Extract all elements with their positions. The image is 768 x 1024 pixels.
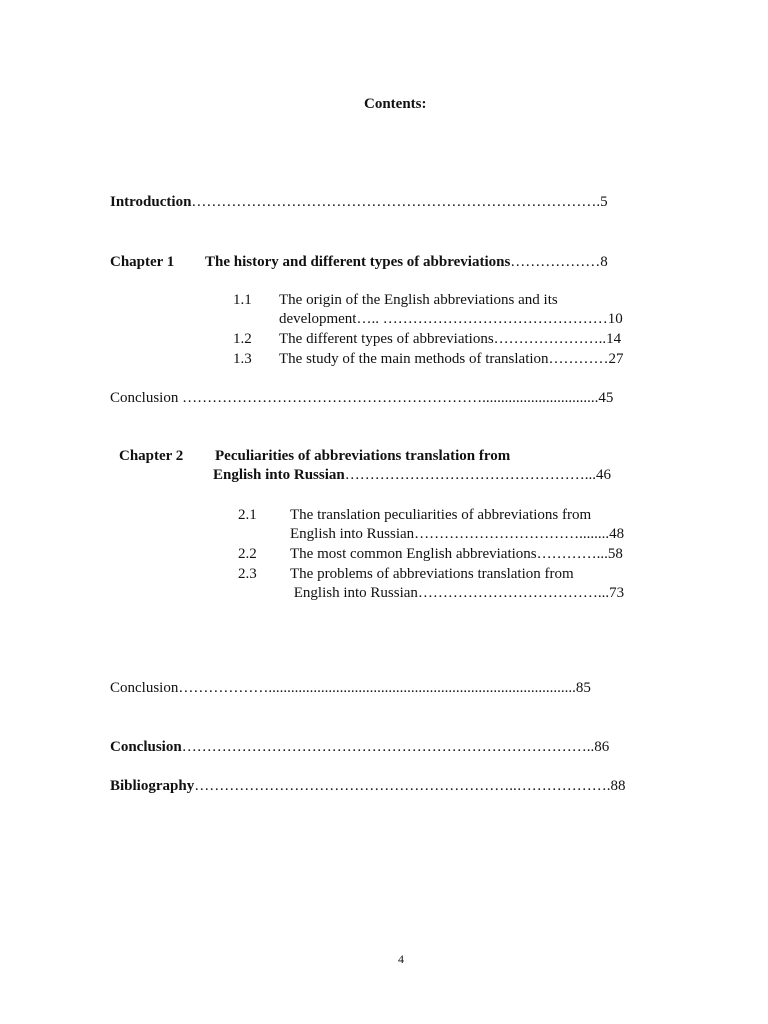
section-number: 1.2 — [233, 331, 252, 347]
toc-page-number: 8 — [600, 254, 608, 270]
chapter1-conclusion: Conclusion ……………………………………………………...............................45 — [110, 390, 614, 406]
toc-entry-label: Introduction — [110, 194, 192, 210]
chapter2-title: Peculiarities of abbreviations translation from — [215, 448, 511, 464]
page-title: Contents: — [364, 96, 427, 112]
section-title-continued: English into Russian……………………………........48 — [290, 526, 625, 542]
section-title-continued: development….. ………………………………………10 — [279, 311, 623, 327]
section-number: 1.3 — [233, 351, 252, 367]
toc-leader: …………………………………………... — [344, 467, 596, 483]
chapter1-title: The history and different types of abbreviations — [205, 254, 511, 270]
toc-page-number: 88 — [610, 778, 626, 794]
section-number: 2.3 — [238, 566, 257, 582]
toc-entry-conclusion — [110, 738, 609, 757]
toc-entry-chapter2 — [213, 466, 611, 485]
toc-entry-introduction — [110, 193, 608, 212]
chapter2-title-continued: English into Russian — [213, 467, 345, 483]
toc-entry-chapter1 — [205, 253, 608, 272]
section-title: The most common English abbreviations…………...58 — [290, 546, 623, 562]
section-title: The origin of the English abbreviations and its — [279, 292, 558, 308]
chapter1-number: Chapter 1 — [110, 254, 175, 270]
section-number: 1.1 — [233, 292, 252, 308]
toc-entry-bibliography — [110, 777, 625, 796]
toc-page-number: 5 — [600, 194, 608, 210]
section-title-continued: English into Russian………………………………...73 — [290, 585, 625, 601]
chapter2-conclusion: Conclusion………………..................................................................................85 — [110, 680, 591, 696]
section-title: The translation peculiarities of abbreviations from — [290, 507, 592, 523]
toc-leader: ………………………………………………………..………………. — [194, 778, 611, 794]
page-number: 4 — [398, 952, 404, 966]
toc-leader: ……………… — [510, 254, 601, 270]
toc-entry-label: Conclusion — [110, 739, 182, 755]
toc-leader: ………………………………………………………………………. — [191, 194, 601, 210]
toc-page-number: 46 — [595, 467, 611, 483]
section-title: The problems of abbreviations translation from — [290, 566, 574, 582]
toc-page-number: 86 — [594, 739, 610, 755]
section-number: 2.1 — [238, 507, 257, 523]
chapter2-number: Chapter 2 — [119, 448, 184, 464]
toc-leader: ……………………………………………………………………….. — [181, 739, 595, 755]
section-number: 2.2 — [238, 546, 257, 562]
section-title: The different types of abbreviations…………………..14 — [279, 331, 622, 347]
section-title: The study of the main methods of translation…………27 — [279, 351, 624, 367]
toc-entry-label: Bibliography — [110, 778, 195, 794]
